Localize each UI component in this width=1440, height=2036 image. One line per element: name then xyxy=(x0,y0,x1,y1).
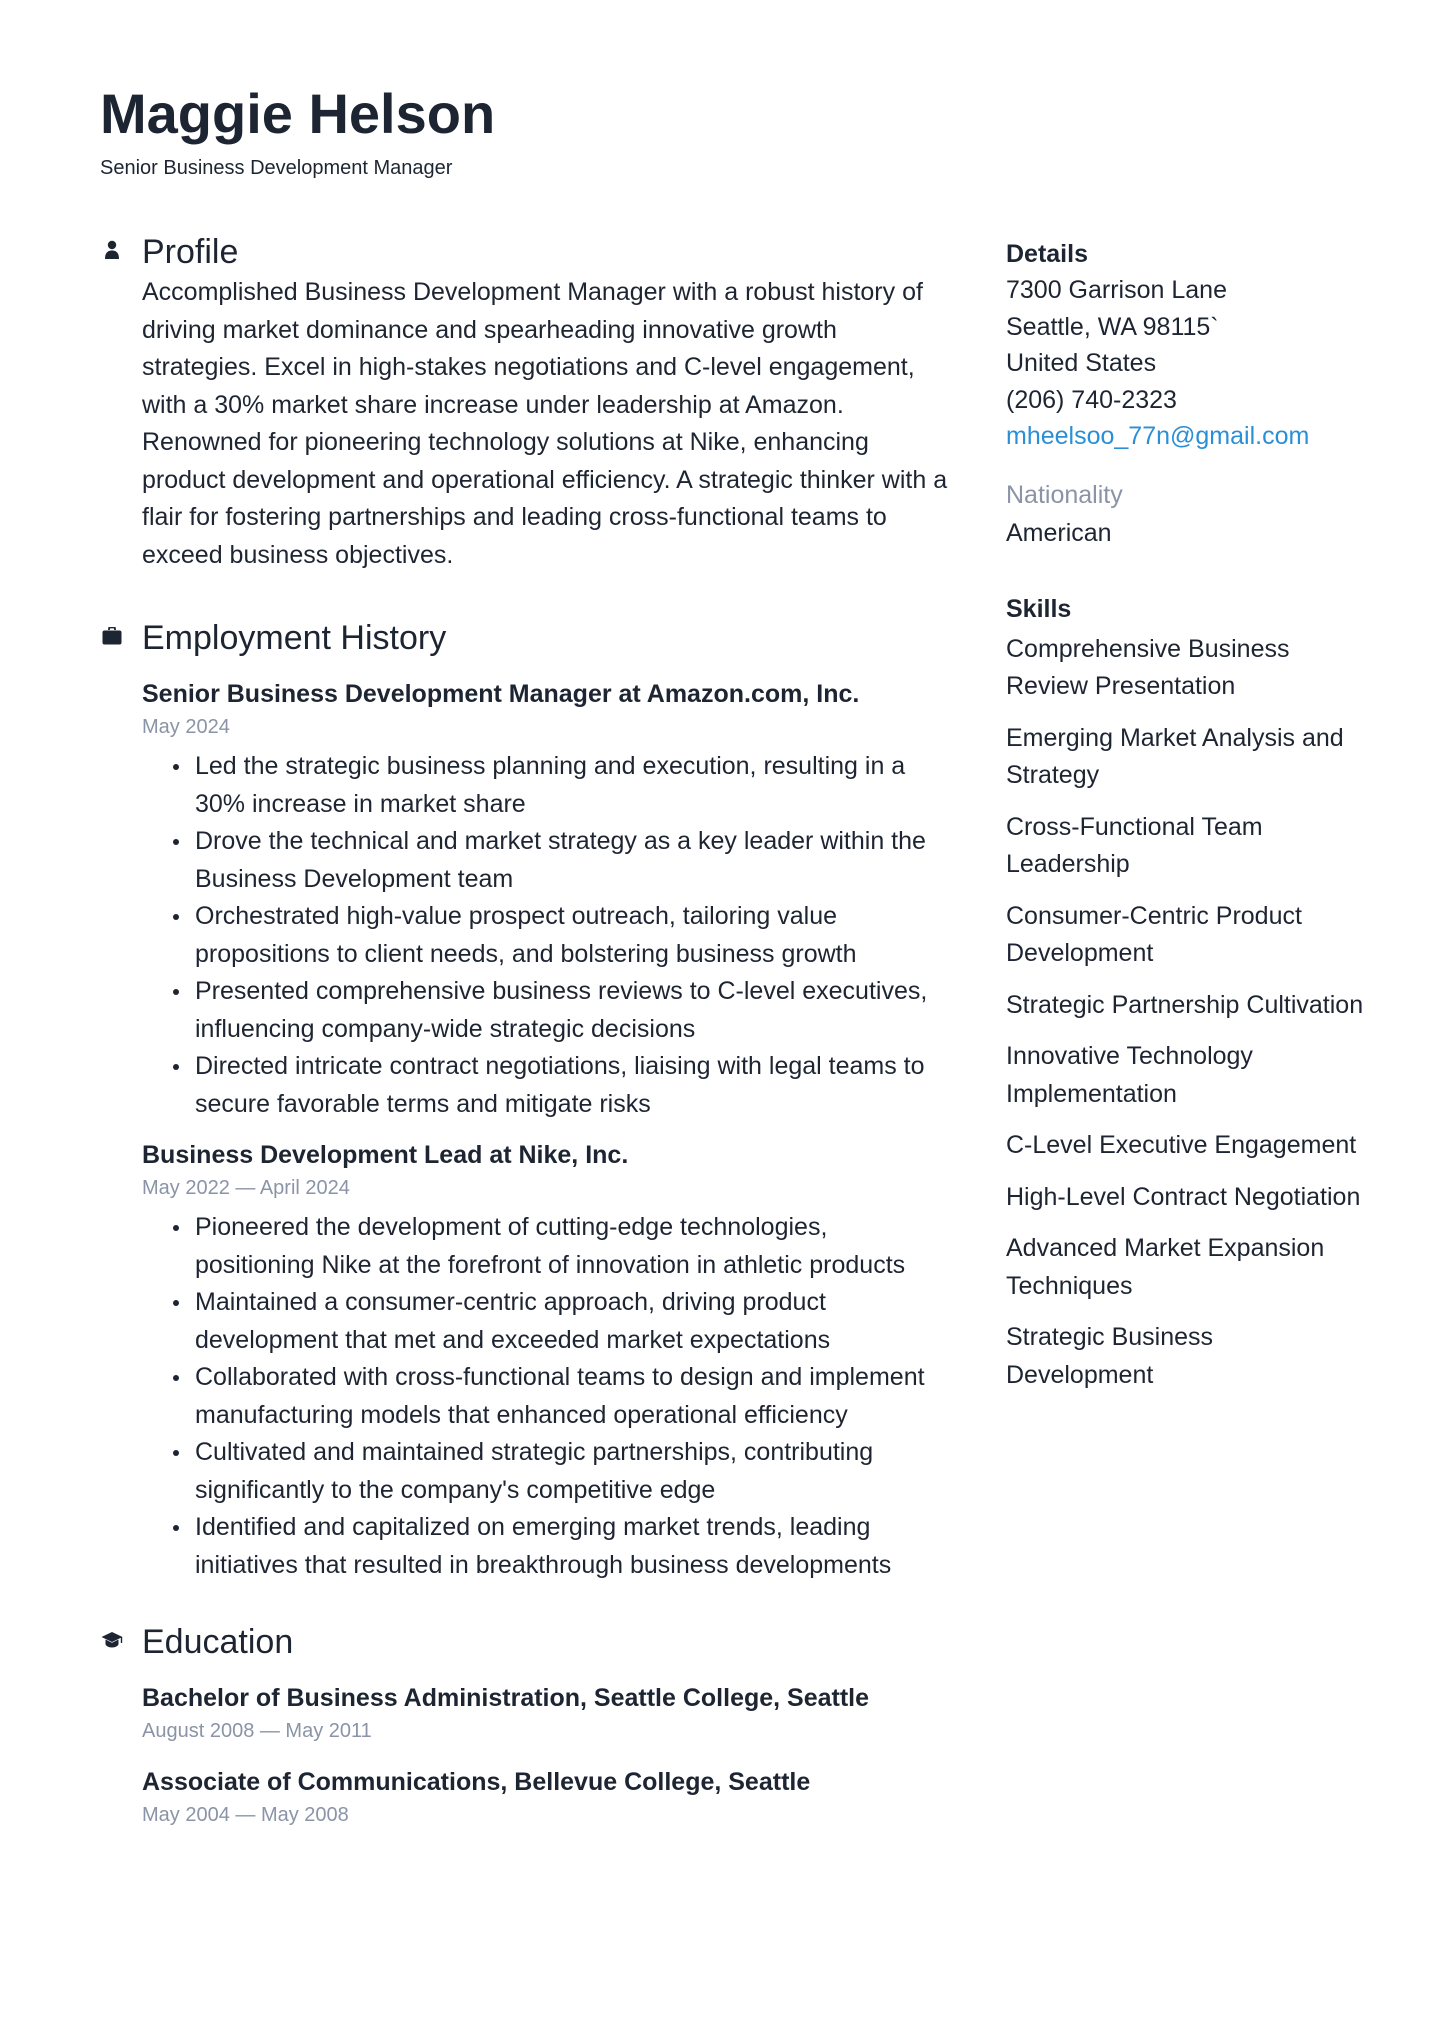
education-body xyxy=(142,1680,950,1830)
employment-header xyxy=(100,616,950,660)
skill-item: Emerging Market Analysis and Strategy xyxy=(1006,723,1344,790)
job-bullet: Led the strategic business planning and execution, resulting in a 30% increase in market share xyxy=(142,748,950,823)
details-section xyxy=(1006,236,1366,551)
education-entry xyxy=(142,1680,950,1746)
education-degree: Associate of Communications, Bellevue College, Seattle xyxy=(142,1768,811,1796)
job-role: Business Development Lead at Nike, Inc. xyxy=(142,1141,629,1169)
skills-heading: Skills xyxy=(1006,594,1072,623)
job-entry xyxy=(142,1137,950,1584)
job-bullet: Pioneered the development of cutting-edge technologies, positioning Nike at the forefront of innovation in athletic products xyxy=(142,1209,950,1284)
phone-number: (206) 740-2323 xyxy=(1006,385,1177,414)
nationality-value: American xyxy=(1006,518,1112,547)
education-entry xyxy=(142,1764,950,1830)
job-bullet: Identified and capitalized on emerging market trends, leading initiatives that resulted in breakthrough business developments xyxy=(142,1509,950,1584)
profile-summary: Accomplished Business Development Manager with a robust history of driving market dominance and spearheading innovative growth strategies. Excel in high-stakes negotiations and C-level engagement, with a 30% market share increase under leadership at Amazon. Renowned for pioneering technology solutions at Nike, enhancing product development and operational efficiency. A strategic thinker with a flair for fostering partnerships and leading cross-functional teams to exceed business objectives. xyxy=(142,278,948,569)
person-icon xyxy=(100,238,124,262)
job-bullets xyxy=(142,748,950,1123)
skill-item: Consumer-Centric Product Development xyxy=(1006,901,1302,968)
job-bullet: Directed intricate contract negotiations, liaising with legal teams to secure favorable terms and mitigate risks xyxy=(142,1048,950,1123)
job-entry xyxy=(142,676,950,1123)
skill-item: Strategic Business Development xyxy=(1006,1323,1214,1389)
skills-section xyxy=(1006,591,1366,1395)
briefcase-icon xyxy=(100,624,124,648)
profile-body xyxy=(142,274,950,574)
sidebar xyxy=(1006,236,1366,1394)
education-section xyxy=(100,1620,950,1830)
job-bullet: Presented comprehensive business reviews to C-level executives, influencing company-wide strategic decisions xyxy=(142,973,950,1048)
candidate-title: Senior Business Development Manager xyxy=(100,157,453,179)
employment-heading: Employment History xyxy=(142,619,447,657)
candidate-name: Maggie Helson xyxy=(100,82,496,145)
education-header xyxy=(100,1620,950,1664)
education-heading: Education xyxy=(142,1623,294,1661)
resume-header xyxy=(100,80,495,180)
job-bullet: Collaborated with cross-functional teams to design and implement manufacturing models that enhanced operational efficiency xyxy=(142,1359,950,1434)
job-bullets xyxy=(142,1209,950,1584)
address-line-1: 7300 Garrison Lane xyxy=(1006,276,1227,304)
job-date: May 2022 — April 2024 xyxy=(142,1177,350,1199)
details-heading: Details xyxy=(1006,240,1088,268)
main-column xyxy=(100,230,950,1830)
job-bullet: Orchestrated high-value prospect outreach, tailoring value propositions to client needs, and bolstering business growth xyxy=(142,898,950,973)
employment-section xyxy=(100,616,950,1584)
education-date: May 2004 — May 2008 xyxy=(142,1804,349,1826)
skill-item: Strategic Partnership Cultivation xyxy=(1006,990,1364,1019)
employment-body xyxy=(142,676,950,1584)
job-role: Senior Business Development Manager at Amazon.com, Inc. xyxy=(142,680,860,708)
education-date: August 2008 — May 2011 xyxy=(142,1720,372,1742)
skill-item: Advanced Market Expansion Techniques xyxy=(1006,1234,1325,1300)
job-bullet: Cultivated and maintained strategic partnerships, contributing significantly to the company's competitive edge xyxy=(142,1434,950,1509)
profile-heading: Profile xyxy=(142,233,239,271)
graduation-cap-icon xyxy=(100,1628,124,1652)
profile-header xyxy=(100,230,950,274)
address-line-2: Seattle, WA 98115` xyxy=(1006,312,1219,341)
address-country: United States xyxy=(1006,349,1157,378)
job-date: May 2024 xyxy=(142,716,230,738)
email-link[interactable]: mheelsoo_77n@gmail.com xyxy=(1006,422,1310,451)
skill-item: Cross-Functional Team Leadership xyxy=(1006,812,1263,879)
job-bullet: Maintained a consumer-centric approach, driving product development that met and exceeded market expectations xyxy=(142,1284,950,1359)
skill-item: Comprehensive Business Review Presentation xyxy=(1006,634,1290,701)
education-degree: Bachelor of Business Administration, Seattle College, Seattle xyxy=(142,1684,870,1712)
profile-section xyxy=(100,230,950,574)
skill-item: C-Level Executive Engagement xyxy=(1006,1131,1357,1160)
job-bullet: Drove the technical and market strategy as a key leader within the Business Development team xyxy=(142,823,950,898)
skill-item: High-Level Contract Negotiation xyxy=(1006,1182,1361,1211)
skill-item: Innovative Technology Implementation xyxy=(1006,1042,1253,1108)
nationality-label: Nationality xyxy=(1006,480,1123,509)
